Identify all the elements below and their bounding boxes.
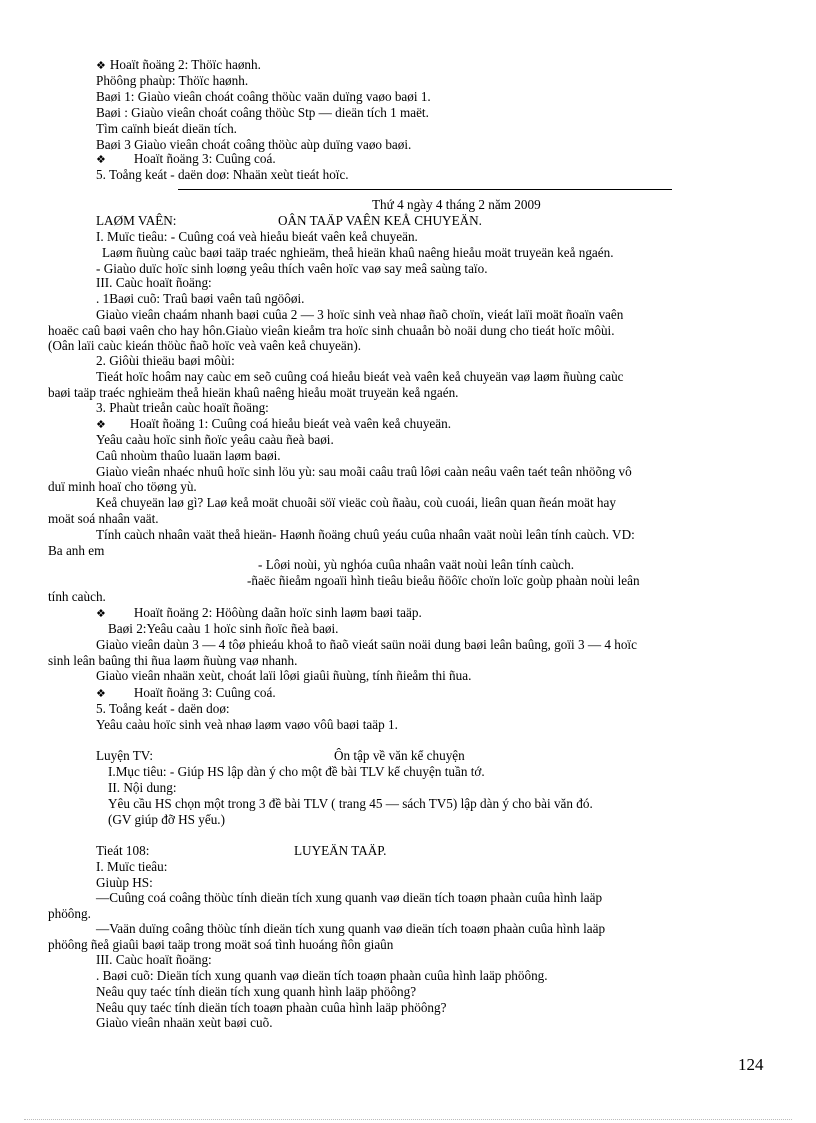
diamond-bullet-icon: ❖ — [96, 59, 106, 72]
line-l41: 5. Toång keát - daën doø: — [96, 701, 230, 716]
line-l26: Giaùo vieân nhaéc nhuû hoïc sinh löu yù: sau moãi caâu traû lôøi caàn neâu vaên taét teân nhöõng vô — [96, 464, 632, 479]
line-l12: Laøm ñuùng caùc baøi taäp traéc nghieäm, theå hieän khaû naêng hieåu moät truyeän keå ngaén. — [102, 245, 614, 260]
luyen-tv-title: Ôn tập về văn kể chuyện — [334, 748, 465, 763]
line-l42: Yeâu caàu hoïc sinh veà nhaø laøm vaøo vôû baøi taäp 1. — [96, 717, 398, 732]
line-l53: —Vaän duïng coâng thöùc tính dieän tích xung quanh vaø dieän tích toaøn phaàn cuûa hình laäp — [96, 921, 606, 936]
line-l40: ❖ Hoaït ñoäng 3: Cuûng coá. — [96, 685, 276, 700]
line-l30: Tính caùch nhaân vaät theå hieän- Haønh ñoäng chuû yeáu cuûa nhaân vaät noùi leân tính caùch. VD: — [96, 527, 635, 542]
line-l16: Giaùo vieân chaám nhanh baøi cuûa 2 — 3 hoïc sinh veà nhaø ñaõ choïn, vieát laïi moät ñoaïn vaên — [96, 307, 624, 322]
line-l29: moät soá nhaân vaät. — [48, 511, 159, 526]
line-l56: . Baøi cuõ: Dieän tích xung quanh vaø dieän tích toaøn phaàn cuûa hình laäp phöông. — [96, 968, 548, 983]
line-l19: 2. Giôùi thieäu baøi môùi: — [96, 353, 235, 368]
line-l13: - Giaùo duïc hoïc sinh loøng yeâu thích vaên hoïc vaø say meâ saùng taïo. — [96, 261, 488, 276]
luyen-tv-subject: Luyện TV: — [96, 748, 154, 763]
line-l04: Baøi : Giaùo vieân choát coâng thöùc Stp — dieän tích 1 maët. — [96, 105, 429, 120]
line-l57: Neâu quy taéc tính dieän tích xung quanh hình laäp phöông? — [96, 984, 417, 999]
line-l49: I. Muïc tieâu: — [96, 859, 168, 874]
line-l47: (GV giúp đỡ HS yếu.) — [108, 812, 225, 827]
line-l32: - Lôøi noùi, yù nghóa cuûa nhaân vaät noùi leân tính caùch. — [258, 557, 575, 572]
line-l17: hoaëc caû baøi vaên cho hay hôn.Giaùo vieân kieåm tra hoïc sinh chuaån bò noäi dung cho tieát hoïc môùi. — [48, 323, 615, 338]
line-l24: Yeâu caàu hoïc sinh ñoïc yeâu caàu ñeà baøi. — [96, 432, 334, 447]
line-l44: I.Mục tiêu: - Giúp HS lập dàn ý cho một đề bài TLV kể chuyện tuần tớ. — [108, 764, 485, 779]
line-l20: Tieát hoïc hoâm nay caùc em seõ cuûng coá hieåu bieát veà vaên keå chuyeän vaø laøm ñuùng caùc — [96, 369, 624, 384]
line-l06: Baøi 3 Giaùo vieân choát coâng thöùc aùp duïng vaøo baøi. — [96, 137, 412, 152]
line-l45: II. Nội dung: — [108, 780, 177, 795]
line-l50: Giuùp HS: — [96, 875, 153, 890]
line-l08: 5. Toång keát - daën doø: Nhaän xeùt tieát hoïc. — [96, 167, 349, 182]
line-l28: Keå chuyeän laø gì? Laø keå moät chuoãi söï vieäc coù ñaàu, coù cuoái, lieân quan ñeán moät hay — [96, 495, 616, 510]
line-l36: Baøi 2:Yeâu caàu 1 hoïc sinh ñoïc ñeà baøi. — [108, 621, 339, 636]
line-l22: 3. Phaùt trieån caùc hoaït ñoäng: — [96, 400, 269, 415]
line-l46: Yêu cầu HS chọn một trong 3 đề bài TLV ( trang 45 — sách TV5) lập dàn ý cho bài văn đó. — [108, 796, 593, 811]
diamond-bullet-icon: ❖ — [96, 607, 106, 620]
line-l05: Tìm caïnh bieát dieän tích. — [96, 121, 237, 136]
diamond-bullet-icon: ❖ — [96, 687, 106, 700]
line-l55: III. Caùc hoaït ñoäng: — [96, 952, 212, 967]
line-l07: ❖ Hoaït ñoäng 3: Cuûng coá. — [96, 151, 276, 166]
line-l33: -ñaëc ñieåm ngoaïi hình tieâu bieåu ñöôïc choïn loïc goùp phaàn noùi leân — [247, 573, 640, 588]
line-l25: Caû nhoùm thaûo luaän laøm baøi. — [96, 448, 281, 463]
line-l14: III. Caùc hoaït ñoäng: — [96, 275, 212, 290]
line-l59: Giaùo vieân nhaän xeùt baøi cuõ. — [96, 1015, 273, 1030]
line-l03: Baøi 1: Giaùo vieân choát coâng thöùc vaän duïng vaøo baøi 1. — [96, 89, 431, 104]
line-l37: Giaùo vieân daùn 3 — 4 tôø phieáu khoå to ñaõ vieát saün noäi dung baøi leân baûng, goïi 3 — 4 hoïc — [96, 637, 637, 652]
period-number: Tieát 108: — [96, 843, 150, 858]
line-l54: phöông ñeå giaûi baøi taäp trong moät soá tình huoáng ñôn giaûn — [48, 937, 394, 952]
line-l39: Giaùo vieân nhaän xeùt, choát laïi lôøi giaûi ñuùng, tính ñieåm thi ñua. — [96, 668, 472, 683]
line-l52: phöông. — [48, 906, 91, 921]
date-heading: Thứ 4 ngày 4 tháng 2 năm 2009 — [372, 197, 541, 212]
line-l51: —Cuûng coá coâng thöùc tính dieän tích xung quanh vaø dieän tích toaøn phaàn cuûa hình laäp — [96, 890, 603, 905]
line-l18: (Oân laïi caùc kieán thöùc ñaõ hoïc veà vaên keå chuyeän). — [48, 338, 362, 353]
diamond-bullet-icon: ❖ — [96, 153, 106, 166]
line-l21: baøi taäp traéc nghieäm theå hieän khaû naêng hieåu moät truyeän keå ngaén. — [48, 385, 459, 400]
line-l15: . 1Baøi cuõ: Traû baøi vaên taû ngöôøi. — [96, 291, 305, 306]
line-l35: ❖ Hoaït ñoäng 2: Höôùng daãn hoïc sinh laøm baøi taäp. — [96, 605, 422, 620]
line-l31: Ba anh em — [48, 543, 105, 558]
line-l23: ❖ Hoaït ñoäng 1: Cuûng coá hieåu bieát veà vaên keå chuyeän. — [96, 416, 452, 431]
line-l01: ❖ Hoaït ñoäng 2: Thöïc haønh. — [96, 57, 261, 72]
line-l38: sinh leân baûng thi ñua laøm ñuùng vaø nhanh. — [48, 653, 298, 668]
footer-divider — [24, 1119, 792, 1120]
diamond-bullet-icon: ❖ — [96, 418, 106, 431]
line-l11: I. Muïc tieâu: - Cuûng coá veà hieåu bieát vaên keå chuyeän. — [96, 229, 418, 244]
line-l27: duï minh hoaï cho töøng yù. — [48, 479, 197, 494]
page-number: 124 — [738, 1055, 764, 1074]
period-title: LUYEÄN TAÄP. — [294, 843, 387, 858]
line-l58: Neâu quy taéc tính dieän tích toaøn phaàn cuûa hình laäp phöông? — [96, 1000, 447, 1015]
lesson-title: OÂN TAÄP VAÊN KEÅ CHUYEÄN. — [278, 213, 482, 228]
line-l02: Phöông phaùp: Thöïc haønh. — [96, 73, 249, 88]
horizontal-rule — [178, 189, 672, 190]
lesson-subject: LAØM VAÊN: — [96, 213, 177, 228]
line-l34: tính caùch. — [48, 589, 106, 604]
